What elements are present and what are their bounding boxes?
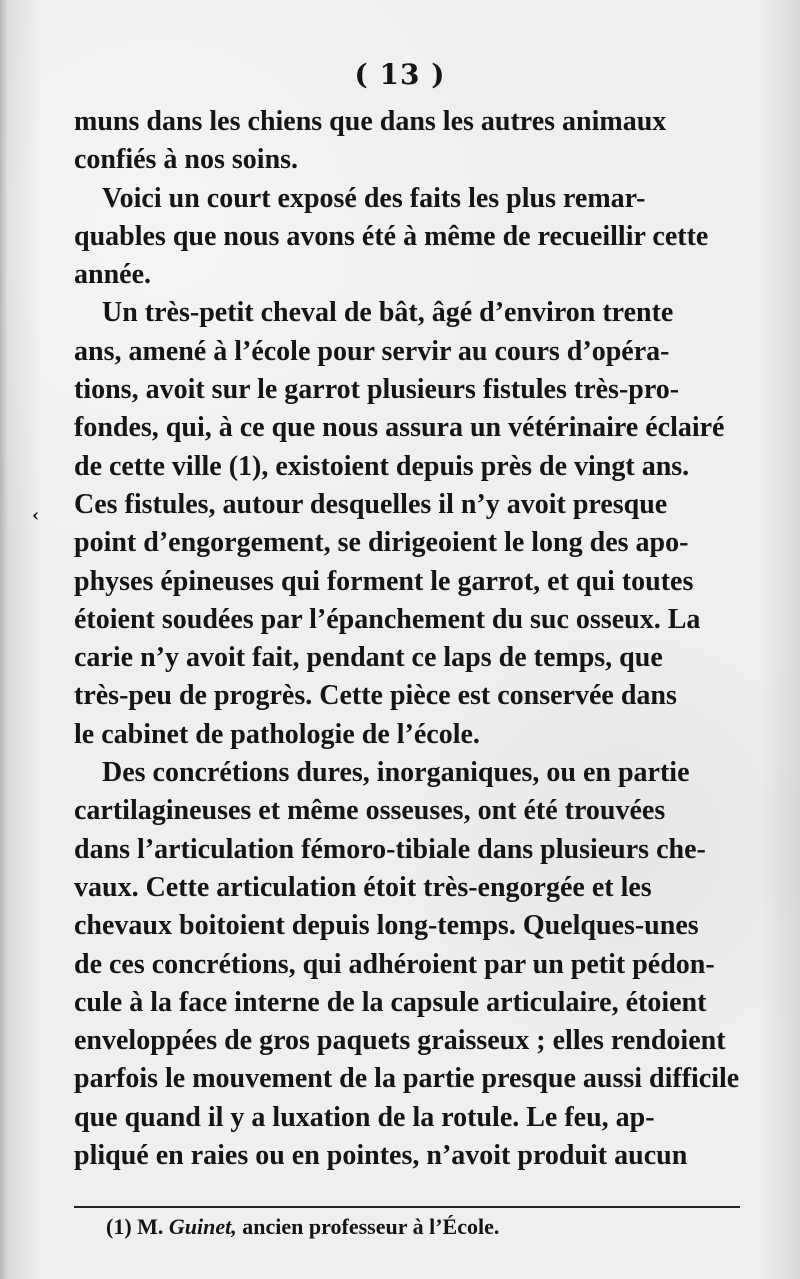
text-line: quables que nous avons été à même de recueillir cette [74, 220, 709, 252]
text-line: carie n’y avoit fait, pendant ce laps de temps, que [74, 642, 663, 674]
text-line: ans, amené à l’école pour servir au cours d’opéra- [74, 335, 670, 367]
text-line: dans l’articulation fémoro-tibiale dans plusieurs che- [74, 833, 706, 865]
text-line: étoient soudées par l’épanchement du suc osseux. La [74, 603, 701, 635]
text-line: très-peu de progrès. Cette pièce est conservée dans [74, 680, 677, 712]
footnote-divider [74, 1206, 740, 1208]
text-line: de cette ville (1), existoient depuis près de vingt ans. [74, 450, 690, 482]
text-line: le cabinet de pathologie de l’école. [74, 718, 480, 750]
text-line: chevaux boitoient depuis long-temps. Quelques-unes [74, 910, 699, 942]
footnote-name: Guinet, [168, 1214, 237, 1239]
page-number: ( 13 ) [354, 58, 446, 91]
text-line: enveloppées de gros paquets graisseux ; elles rendoient [74, 1025, 726, 1057]
text-line: Ces fistules, autour desquelles il n’y avoit presque [74, 488, 668, 520]
text-line: de ces concrétions, qui adhéroient par un petit pédon- [74, 948, 715, 980]
text-line: pliqué en raies ou en pointes, n’avoit produit aucun [74, 1140, 688, 1172]
footnote-suffix: ancien professeur à l’École. [236, 1214, 500, 1239]
text-line: physes épineuses qui forment le garrot, et qui toutes [74, 565, 694, 597]
text-line: tions, avoit sur le garrot plusieurs fistules très-pro- [74, 374, 680, 406]
margin-mark: ‹ [32, 505, 40, 526]
text-line: cartilagineuses et même osseuses, ont été trouvées [74, 795, 666, 827]
text-line: année. [74, 259, 151, 291]
text-line: parfois le mouvement de la partie presque aussi difficile [74, 1063, 740, 1095]
text-line: confiés à nos soins. [74, 144, 299, 176]
main-text [74, 103, 740, 1175]
paragraph-start-line: Des concrétions dures, inorganiques, ou en partie [102, 757, 690, 789]
text-line: muns dans les chiens que dans les autres animaux [74, 106, 667, 137]
paragraph-start-line: Un très-petit cheval de bât, âgé d’environ trente [102, 297, 674, 329]
footnote-prefix: (1) M. [106, 1214, 169, 1239]
text-line: que quand il y a luxation de la rotule. Le feu, ap- [74, 1101, 655, 1133]
paragraph-start-line: Voici un court exposé des faits les plus remar- [102, 182, 646, 214]
text-line: point d’engorgement, se dirigeoient le long des apo- [74, 527, 689, 559]
text-line: vaux. Cette articulation étoit très-engorgée et les [74, 871, 652, 903]
text-line: fondes, qui, à ce que nous assura un vétérinaire éclairé [74, 412, 725, 444]
footnote [106, 1213, 706, 1241]
page-left-edge [0, 0, 8, 1279]
text-line: cule à la face interne de la capsule articulaire, étoient [74, 986, 707, 1018]
